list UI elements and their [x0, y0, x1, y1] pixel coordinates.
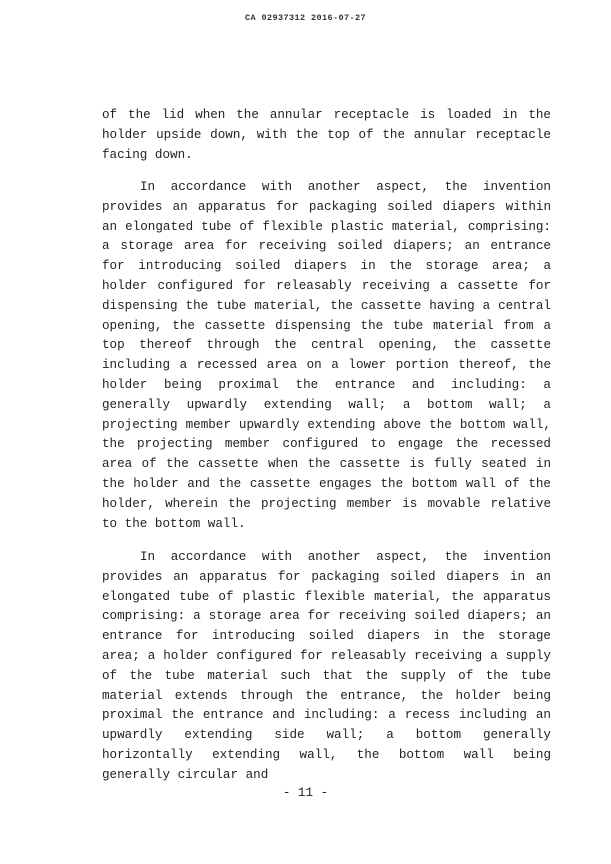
paragraph-aspect-recess: In accordance with another aspect, the invention provides an apparatus for packaging soiled diapers in an elongated tube of plastic flexible material, the apparatus comprising: a storage area for receiving soiled diapers; an entrance for introducing soiled diapers in the storage area; a holder configured for releasably receiving a supply of the tube material such that the supply of the tube material extends through the entrance, the holder being proximal the entrance and including: a recess including an upwardly extending side wall; a bottom generally horizontally extending wall, the bottom wall being generally circular and: [102, 550, 551, 782]
paragraph-continuation: of the lid when the annular receptacle is loaded in the holder upside down, with the top of the annular receptacle facing down.: [102, 108, 551, 162]
document-header: CA 02937312 2016-07-27: [244, 13, 367, 23]
paragraph-aspect-cassette: In accordance with another aspect, the invention provides an apparatus for packaging soiled diapers within an elongated tube of flexible plastic material, comprising: a storage area for receiving soiled diapers; an entrance for introducing soiled diapers in the storage area; a holder configured for releasably receiving a cassette for dispensing the tube material, the cassette having a central opening, the cassette dispensing the tube material from a top thereof through the central opening, the cassette including a recessed area on a lower portion thereof, the holder being proximal the entrance and including: a generally upwardly extending wall; a bottom wall; a projecting member upwardly extending above the bottom wall, the projecting member configured to engage the recessed area of the cassette when the cassette is fully seated in the holder and the cassette engages the bottom wall of the holder, wherein the projecting member is movable relative to the bottom wall.: [102, 180, 551, 531]
page-number: - 11 -: [282, 786, 329, 800]
